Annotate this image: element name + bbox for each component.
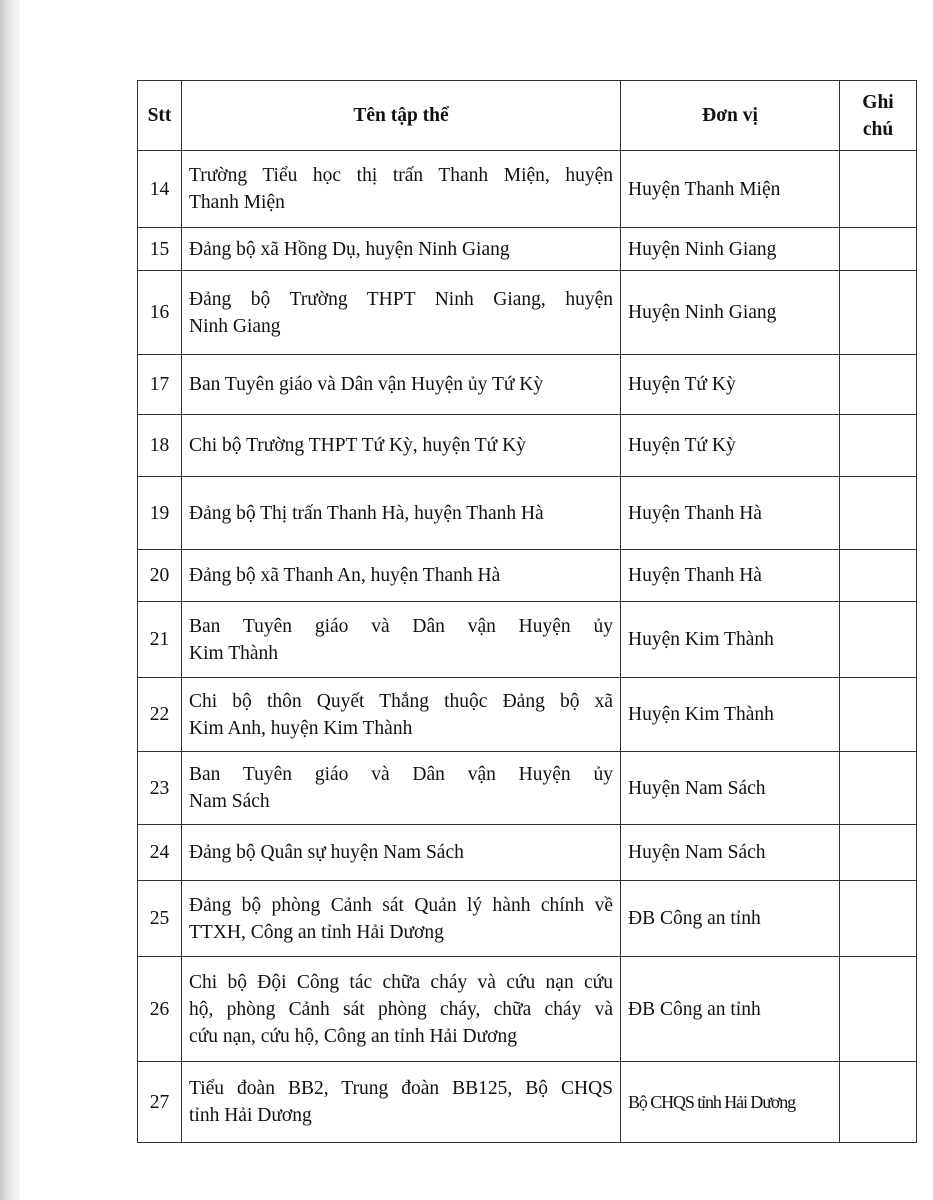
row-stt: 20 xyxy=(138,550,182,602)
row-unit: Huyện Tứ Kỳ xyxy=(621,415,840,477)
header-name: Tên tập thể xyxy=(182,81,621,151)
row-name-line: Chi bộ Đội Công tác chữa cháy và cứu nạn cứu xyxy=(189,971,613,993)
row-name-line: Đảng bộ Trường THPT Ninh Giang, huyện xyxy=(189,288,613,310)
row-stt: 16 xyxy=(138,271,182,355)
row-note xyxy=(840,228,917,271)
row-name xyxy=(182,228,621,271)
row-name xyxy=(182,415,621,477)
row-stt: 23 xyxy=(138,752,182,825)
row-name xyxy=(182,151,621,228)
row-note xyxy=(840,825,917,881)
table-row xyxy=(138,415,917,477)
header-note-line2: chú xyxy=(862,118,894,140)
row-name xyxy=(182,1062,621,1143)
table-row xyxy=(138,477,917,550)
row-name xyxy=(182,550,621,602)
row-note xyxy=(840,477,917,550)
row-name-line: Ban Tuyên giáo và Dân vận Huyện ủy xyxy=(189,764,613,785)
honoree-table xyxy=(137,80,917,1143)
row-name-line: Kim Thành xyxy=(189,642,279,664)
row-name-line: Thanh Miện xyxy=(189,192,285,213)
row-name-line: tỉnh Hải Dương xyxy=(189,1105,312,1126)
row-stt: 27 xyxy=(138,1062,182,1143)
row-unit: Huyện Tứ Kỳ xyxy=(621,355,840,415)
row-note xyxy=(840,881,917,957)
row-note xyxy=(840,550,917,602)
table-row xyxy=(138,151,917,228)
row-name-line: TTXH, Công an tỉnh Hải Dương xyxy=(189,921,444,943)
row-note xyxy=(840,957,917,1062)
row-name-line: Ban Tuyên giáo và Dân vận Huyện ủy xyxy=(189,615,613,637)
row-note xyxy=(840,271,917,355)
row-unit: Huyện Thanh Hà xyxy=(621,477,840,550)
row-name-line: Ninh Giang xyxy=(189,315,281,337)
row-name xyxy=(182,602,621,678)
table-row xyxy=(138,355,917,415)
row-name-line: Đảng bộ phòng Cảnh sát Quản lý hành chính về xyxy=(189,894,613,916)
row-name-line: Đảng bộ xã Hồng Dụ, huyện Ninh Giang xyxy=(189,238,510,260)
table-row xyxy=(138,1062,917,1143)
row-name-line: Nam Sách xyxy=(189,791,270,812)
row-unit: Huyện Nam Sách xyxy=(621,752,840,825)
page-shadow-edge xyxy=(0,0,20,1200)
row-name xyxy=(182,752,621,825)
row-name-line: cứu nạn, cứu hộ, Công an tỉnh Hải Dương xyxy=(189,1025,517,1047)
row-unit: ĐB Công an tỉnh xyxy=(621,881,840,957)
row-name xyxy=(182,477,621,550)
row-name xyxy=(182,678,621,752)
table-row xyxy=(138,271,917,355)
table-body xyxy=(138,151,917,1143)
row-note xyxy=(840,1062,917,1143)
row-unit: Huyện Thanh Hà xyxy=(621,550,840,602)
table-row xyxy=(138,752,917,825)
row-stt: 14 xyxy=(138,151,182,228)
row-unit: Huyện Nam Sách xyxy=(621,825,840,881)
row-unit: Bộ CHQS tỉnh Hải Dương xyxy=(621,1062,840,1143)
table-row xyxy=(138,678,917,752)
table-header-row xyxy=(138,81,917,151)
row-stt: 22 xyxy=(138,678,182,752)
row-name-line: Kim Anh, huyện Kim Thành xyxy=(189,717,413,739)
row-unit: Huyện Ninh Giang xyxy=(621,228,840,271)
table-row xyxy=(138,550,917,602)
header-note xyxy=(840,81,917,151)
row-note xyxy=(840,678,917,752)
row-stt: 17 xyxy=(138,355,182,415)
row-name xyxy=(182,957,621,1062)
row-name-line: Tiểu đoàn BB2, Trung đoàn BB125, Bộ CHQS xyxy=(189,1078,613,1099)
row-name-line: Chi bộ thôn Quyết Thắng thuộc Đảng bộ xã xyxy=(189,690,613,712)
row-unit: Huyện Ninh Giang xyxy=(621,271,840,355)
row-note xyxy=(840,151,917,228)
table-row xyxy=(138,602,917,678)
row-stt: 19 xyxy=(138,477,182,550)
table-row xyxy=(138,957,917,1062)
row-note xyxy=(840,752,917,825)
row-name-line: Trường Tiểu học thị trấn Thanh Miện, huyện xyxy=(189,165,613,186)
row-name xyxy=(182,825,621,881)
row-name-line: Đảng bộ Quân sự huyện Nam Sách xyxy=(189,842,464,863)
table-row xyxy=(138,881,917,957)
row-stt: 24 xyxy=(138,825,182,881)
row-name-line: Đảng bộ xã Thanh An, huyện Thanh Hà xyxy=(189,565,501,586)
row-name xyxy=(182,881,621,957)
header-stt: Stt xyxy=(138,81,182,151)
row-stt: 21 xyxy=(138,602,182,678)
table-row xyxy=(138,228,917,271)
row-name-line: hộ, phòng Cảnh sát phòng cháy, chữa cháy và xyxy=(189,998,613,1020)
header-unit: Đơn vị xyxy=(621,81,840,151)
row-unit: Huyện Kim Thành xyxy=(621,602,840,678)
row-stt: 25 xyxy=(138,881,182,957)
row-stt: 15 xyxy=(138,228,182,271)
row-note xyxy=(840,602,917,678)
header-note-line1: Ghi xyxy=(862,91,894,113)
row-unit: Huyện Kim Thành xyxy=(621,678,840,752)
row-name xyxy=(182,355,621,415)
row-note xyxy=(840,415,917,477)
row-note xyxy=(840,355,917,415)
row-unit: ĐB Công an tỉnh xyxy=(621,957,840,1062)
row-unit: Huyện Thanh Miện xyxy=(621,151,840,228)
row-stt: 26 xyxy=(138,957,182,1062)
row-name-line: Chi bộ Trường THPT Tứ Kỳ, huyện Tứ Kỳ xyxy=(189,435,526,456)
table-row xyxy=(138,825,917,881)
row-stt: 18 xyxy=(138,415,182,477)
row-name-line: Đảng bộ Thị trấn Thanh Hà, huyện Thanh Hà xyxy=(189,502,544,524)
row-name xyxy=(182,271,621,355)
row-name-line: Ban Tuyên giáo và Dân vận Huyện ủy Tứ Kỳ xyxy=(189,374,544,395)
